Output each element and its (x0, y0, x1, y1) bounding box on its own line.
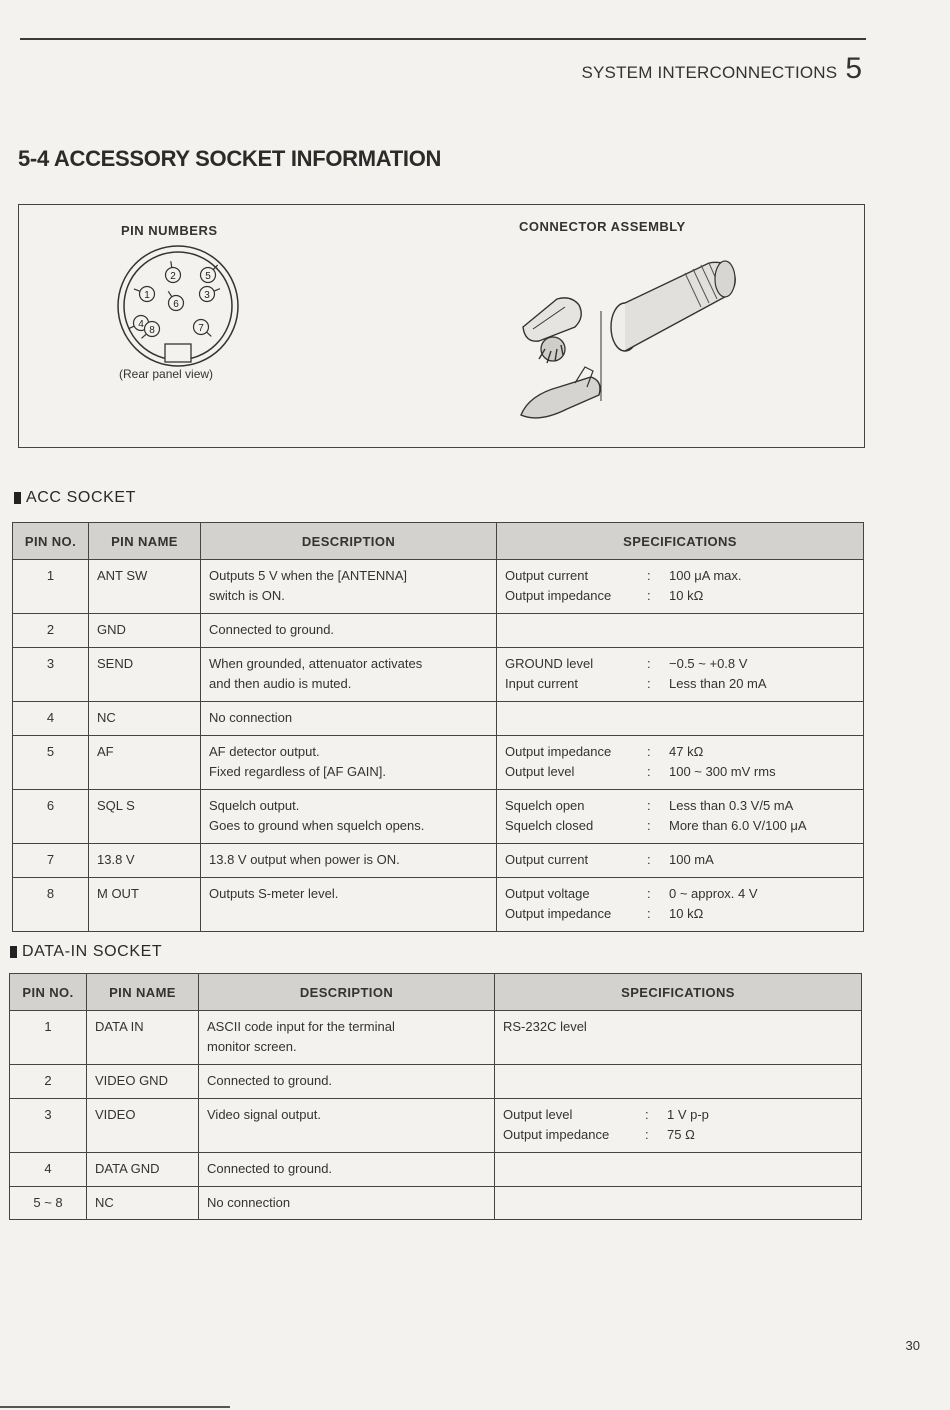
description-line: monitor screen. (207, 1039, 297, 1054)
pin-number-label: 6 (173, 299, 179, 310)
spec-line (505, 850, 855, 870)
pin-name-cell: NC (87, 1187, 199, 1220)
specifications-cell (497, 702, 864, 736)
pin-no-cell: 5 (13, 736, 89, 790)
specifications-cell (495, 1099, 862, 1153)
spec-value: 75 Ω (667, 1127, 695, 1142)
pin-name-cell: 13.8 V (89, 844, 201, 878)
spec-line (505, 586, 855, 606)
bottom-rule (0, 1406, 230, 1408)
table-row (13, 702, 864, 736)
rear-view-caption: (Rear panel view) (119, 367, 214, 381)
cable-sleeve (715, 261, 735, 297)
spec-colon: : (647, 676, 651, 691)
section-title: 5-4 ACCESSORY SOCKET INFORMATION (18, 146, 442, 171)
spec-colon: : (645, 1127, 649, 1142)
pin-name-cell: VIDEO (87, 1099, 199, 1153)
spec-colon: : (647, 588, 651, 603)
spec-line (505, 742, 855, 762)
description-cell (201, 878, 497, 932)
spec-label: Output current (505, 568, 589, 583)
pin-no-cell: 1 (13, 560, 89, 614)
description-line: Outputs 5 V when the [ANTENNA] (209, 568, 407, 583)
pin-no-cell: 6 (13, 790, 89, 844)
description-line: Video signal output. (207, 1107, 321, 1122)
spec-colon: : (647, 656, 651, 671)
description-line: Squelch output. (209, 798, 300, 813)
col-header-description: DESCRIPTION (201, 523, 497, 560)
specifications-cell (495, 1187, 862, 1220)
table-row (13, 878, 864, 932)
col-header-specifications: SPECIFICATIONS (497, 523, 864, 560)
description-cell (201, 614, 497, 648)
acc-socket-title: ACC SOCKET (26, 489, 137, 506)
chapter-title: SYSTEM INTERCONNECTIONS (581, 63, 838, 82)
pin-no-cell: 2 (13, 614, 89, 648)
top-rule (20, 38, 866, 40)
table-header-row (13, 523, 864, 560)
pin-name-cell: SQL S (89, 790, 201, 844)
socket-key-notch (165, 344, 191, 362)
pin-7 (194, 320, 212, 337)
spec-value: 100 mA (669, 852, 714, 867)
pin-name-cell: M OUT (89, 878, 201, 932)
specifications-cell (495, 1065, 862, 1099)
table-row (13, 560, 864, 614)
pin-name-cell: SEND (89, 648, 201, 702)
spec-label: Output impedance (505, 744, 612, 759)
acc-socket-table (12, 522, 864, 932)
page-number: 30 (905, 1338, 920, 1353)
spec-colon: : (647, 764, 651, 779)
col-header-description: DESCRIPTION (199, 974, 495, 1011)
pin-layer (128, 261, 220, 338)
pin-3 (200, 287, 220, 302)
spec-value: 100 μA max. (669, 568, 742, 583)
pin-name-cell: ANT SW (89, 560, 201, 614)
spec-colon: : (647, 886, 651, 901)
description-line: and then audio is muted. (209, 676, 352, 691)
pin-no-cell: 3 (13, 648, 89, 702)
table-row (13, 844, 864, 878)
description-line: No connection (209, 710, 293, 725)
table-row (10, 1153, 862, 1187)
spec-line (505, 674, 855, 694)
description-line: switch is ON. (209, 588, 285, 603)
pin-2 (166, 261, 181, 282)
description-cell (199, 1187, 495, 1220)
spec-label: Output impedance (503, 1127, 610, 1142)
connector-assembly-illustration (509, 237, 759, 437)
specifications-cell (497, 790, 864, 844)
description-cell (201, 736, 497, 790)
table-header-row (10, 974, 862, 1011)
col-header-pin-no: PIN NO. (13, 523, 89, 560)
pin-6 (168, 291, 183, 310)
spec-line (505, 904, 855, 924)
spec-line (505, 762, 855, 782)
pin-5 (201, 265, 218, 283)
description-line: Connected to ground. (207, 1161, 333, 1176)
pin-name-cell: NC (89, 702, 201, 736)
pin-no-cell: 1 (10, 1011, 87, 1065)
data-in-table-body (10, 1011, 862, 1220)
chapter-header (581, 52, 862, 86)
spec-line (505, 816, 855, 836)
table-row (13, 736, 864, 790)
specifications-cell (497, 648, 864, 702)
pin-name-cell: DATA GND (87, 1153, 199, 1187)
description-cell (201, 702, 497, 736)
pin-name-cell: AF (89, 736, 201, 790)
figure-box (18, 204, 865, 448)
table-row (10, 1187, 862, 1220)
spec-label: Output impedance (505, 906, 612, 921)
description-cell (201, 844, 497, 878)
spec-label: RS-232C level (503, 1019, 587, 1034)
chapter-number: 5 (845, 52, 862, 85)
pin-number-label: 5 (205, 271, 211, 282)
bullet-square-icon (14, 492, 21, 504)
bullet-square-icon (10, 946, 17, 958)
table-row (13, 790, 864, 844)
specifications-cell (495, 1011, 862, 1065)
spec-colon: : (647, 744, 651, 759)
description-cell (199, 1153, 495, 1187)
pin-numbers-label: PIN NUMBERS (121, 223, 218, 238)
spec-label: Output level (503, 1107, 573, 1122)
pin-1 (134, 287, 155, 302)
specifications-cell (497, 614, 864, 648)
pin-no-cell: 5 ~ 8 (10, 1187, 87, 1220)
description-line: 13.8 V output when power is ON. (209, 852, 400, 867)
spec-value: −0.5 ~ +0.8 V (669, 656, 748, 671)
pin-name-cell: DATA IN (87, 1011, 199, 1065)
spec-label: Input current (505, 676, 578, 691)
shell-half-upper (523, 298, 581, 341)
spec-value: 0 ~ approx. 4 V (669, 886, 758, 901)
description-line: Outputs S-meter level. (209, 886, 339, 901)
spec-label: Output level (505, 764, 575, 779)
pin-no-cell: 7 (13, 844, 89, 878)
data-in-socket-heading (10, 943, 162, 961)
connector-assembly-label: CONNECTOR ASSEMBLY (519, 219, 686, 234)
pin-number-label: 7 (198, 323, 204, 334)
description-line: When grounded, attenuator activates (209, 656, 423, 671)
spec-label: Output current (505, 852, 589, 867)
spec-line (505, 566, 855, 586)
spec-label: Output voltage (505, 886, 590, 901)
pin-number-label: 1 (144, 290, 150, 301)
pin-no-cell: 2 (10, 1065, 87, 1099)
pin-name-cell: GND (89, 614, 201, 648)
spec-line (505, 796, 855, 816)
spec-colon: : (647, 852, 651, 867)
spec-colon: : (647, 798, 651, 813)
acc-socket-heading (14, 489, 136, 507)
col-header-pin-name: PIN NAME (87, 974, 199, 1011)
spec-colon: : (647, 818, 651, 833)
description-cell (199, 1065, 495, 1099)
col-header-specifications: SPECIFICATIONS (495, 974, 862, 1011)
specifications-cell (497, 736, 864, 790)
spec-value: Less than 0.3 V/5 mA (669, 798, 794, 813)
pin-number-label: 8 (149, 325, 155, 336)
pin-name-cell: VIDEO GND (87, 1065, 199, 1099)
specifications-cell (497, 878, 864, 932)
spec-label: Squelch open (505, 798, 585, 813)
description-line: Fixed regardless of [AF GAIN]. (209, 764, 387, 779)
spec-line (505, 884, 855, 904)
spec-label: Output impedance (505, 588, 612, 603)
pin-number-label: 3 (204, 290, 210, 301)
spec-line (503, 1105, 853, 1125)
description-cell (201, 648, 497, 702)
description-line: AF detector output. (209, 744, 320, 759)
specifications-cell (497, 560, 864, 614)
description-line: Goes to ground when squelch opens. (209, 818, 425, 833)
spec-value: Less than 20 mA (669, 676, 767, 691)
spec-line (503, 1017, 853, 1037)
table-row (10, 1011, 862, 1065)
description-line: ASCII code input for the terminal (207, 1019, 395, 1034)
data-in-socket-table (9, 973, 862, 1220)
table-row (10, 1099, 862, 1153)
spec-colon: : (645, 1107, 649, 1122)
din-pin-diagram (115, 243, 245, 368)
description-line: Connected to ground. (209, 622, 335, 637)
description-line: Connected to ground. (207, 1073, 333, 1088)
specifications-cell (495, 1153, 862, 1187)
spec-value: 10 kΩ (669, 906, 704, 921)
col-header-pin-name: PIN NAME (89, 523, 201, 560)
spec-value: 1 V p-p (667, 1107, 709, 1122)
specifications-cell (497, 844, 864, 878)
table-row (10, 1065, 862, 1099)
pin-no-cell: 8 (13, 878, 89, 932)
spec-value: 47 kΩ (669, 744, 704, 759)
spec-value: 100 ~ 300 mV rms (669, 764, 776, 779)
table-row (13, 648, 864, 702)
spec-value: More than 6.0 V/100 μA (669, 818, 807, 833)
spec-label: Squelch closed (505, 818, 594, 833)
pin-no-cell: 4 (13, 702, 89, 736)
description-cell (199, 1099, 495, 1153)
pin-no-cell: 3 (10, 1099, 87, 1153)
description-cell (201, 560, 497, 614)
col-header-pin-no: PIN NO. (10, 974, 87, 1011)
spec-colon: : (647, 568, 651, 583)
spec-line (503, 1125, 853, 1145)
pin-number-label: 2 (170, 271, 176, 282)
table-row (13, 614, 864, 648)
description-cell (201, 790, 497, 844)
spec-value: 10 kΩ (669, 588, 704, 603)
spec-label: GROUND level (505, 656, 594, 671)
spec-colon (587, 1017, 609, 1037)
description-cell (199, 1011, 495, 1065)
spec-line (505, 654, 855, 674)
description-line: No connection (207, 1195, 291, 1210)
acc-table-body (13, 560, 864, 932)
pin-number-label: 4 (138, 319, 144, 330)
spec-colon: : (647, 906, 651, 921)
pin-no-cell: 4 (10, 1153, 87, 1187)
data-in-socket-title: DATA-IN SOCKET (22, 943, 163, 960)
